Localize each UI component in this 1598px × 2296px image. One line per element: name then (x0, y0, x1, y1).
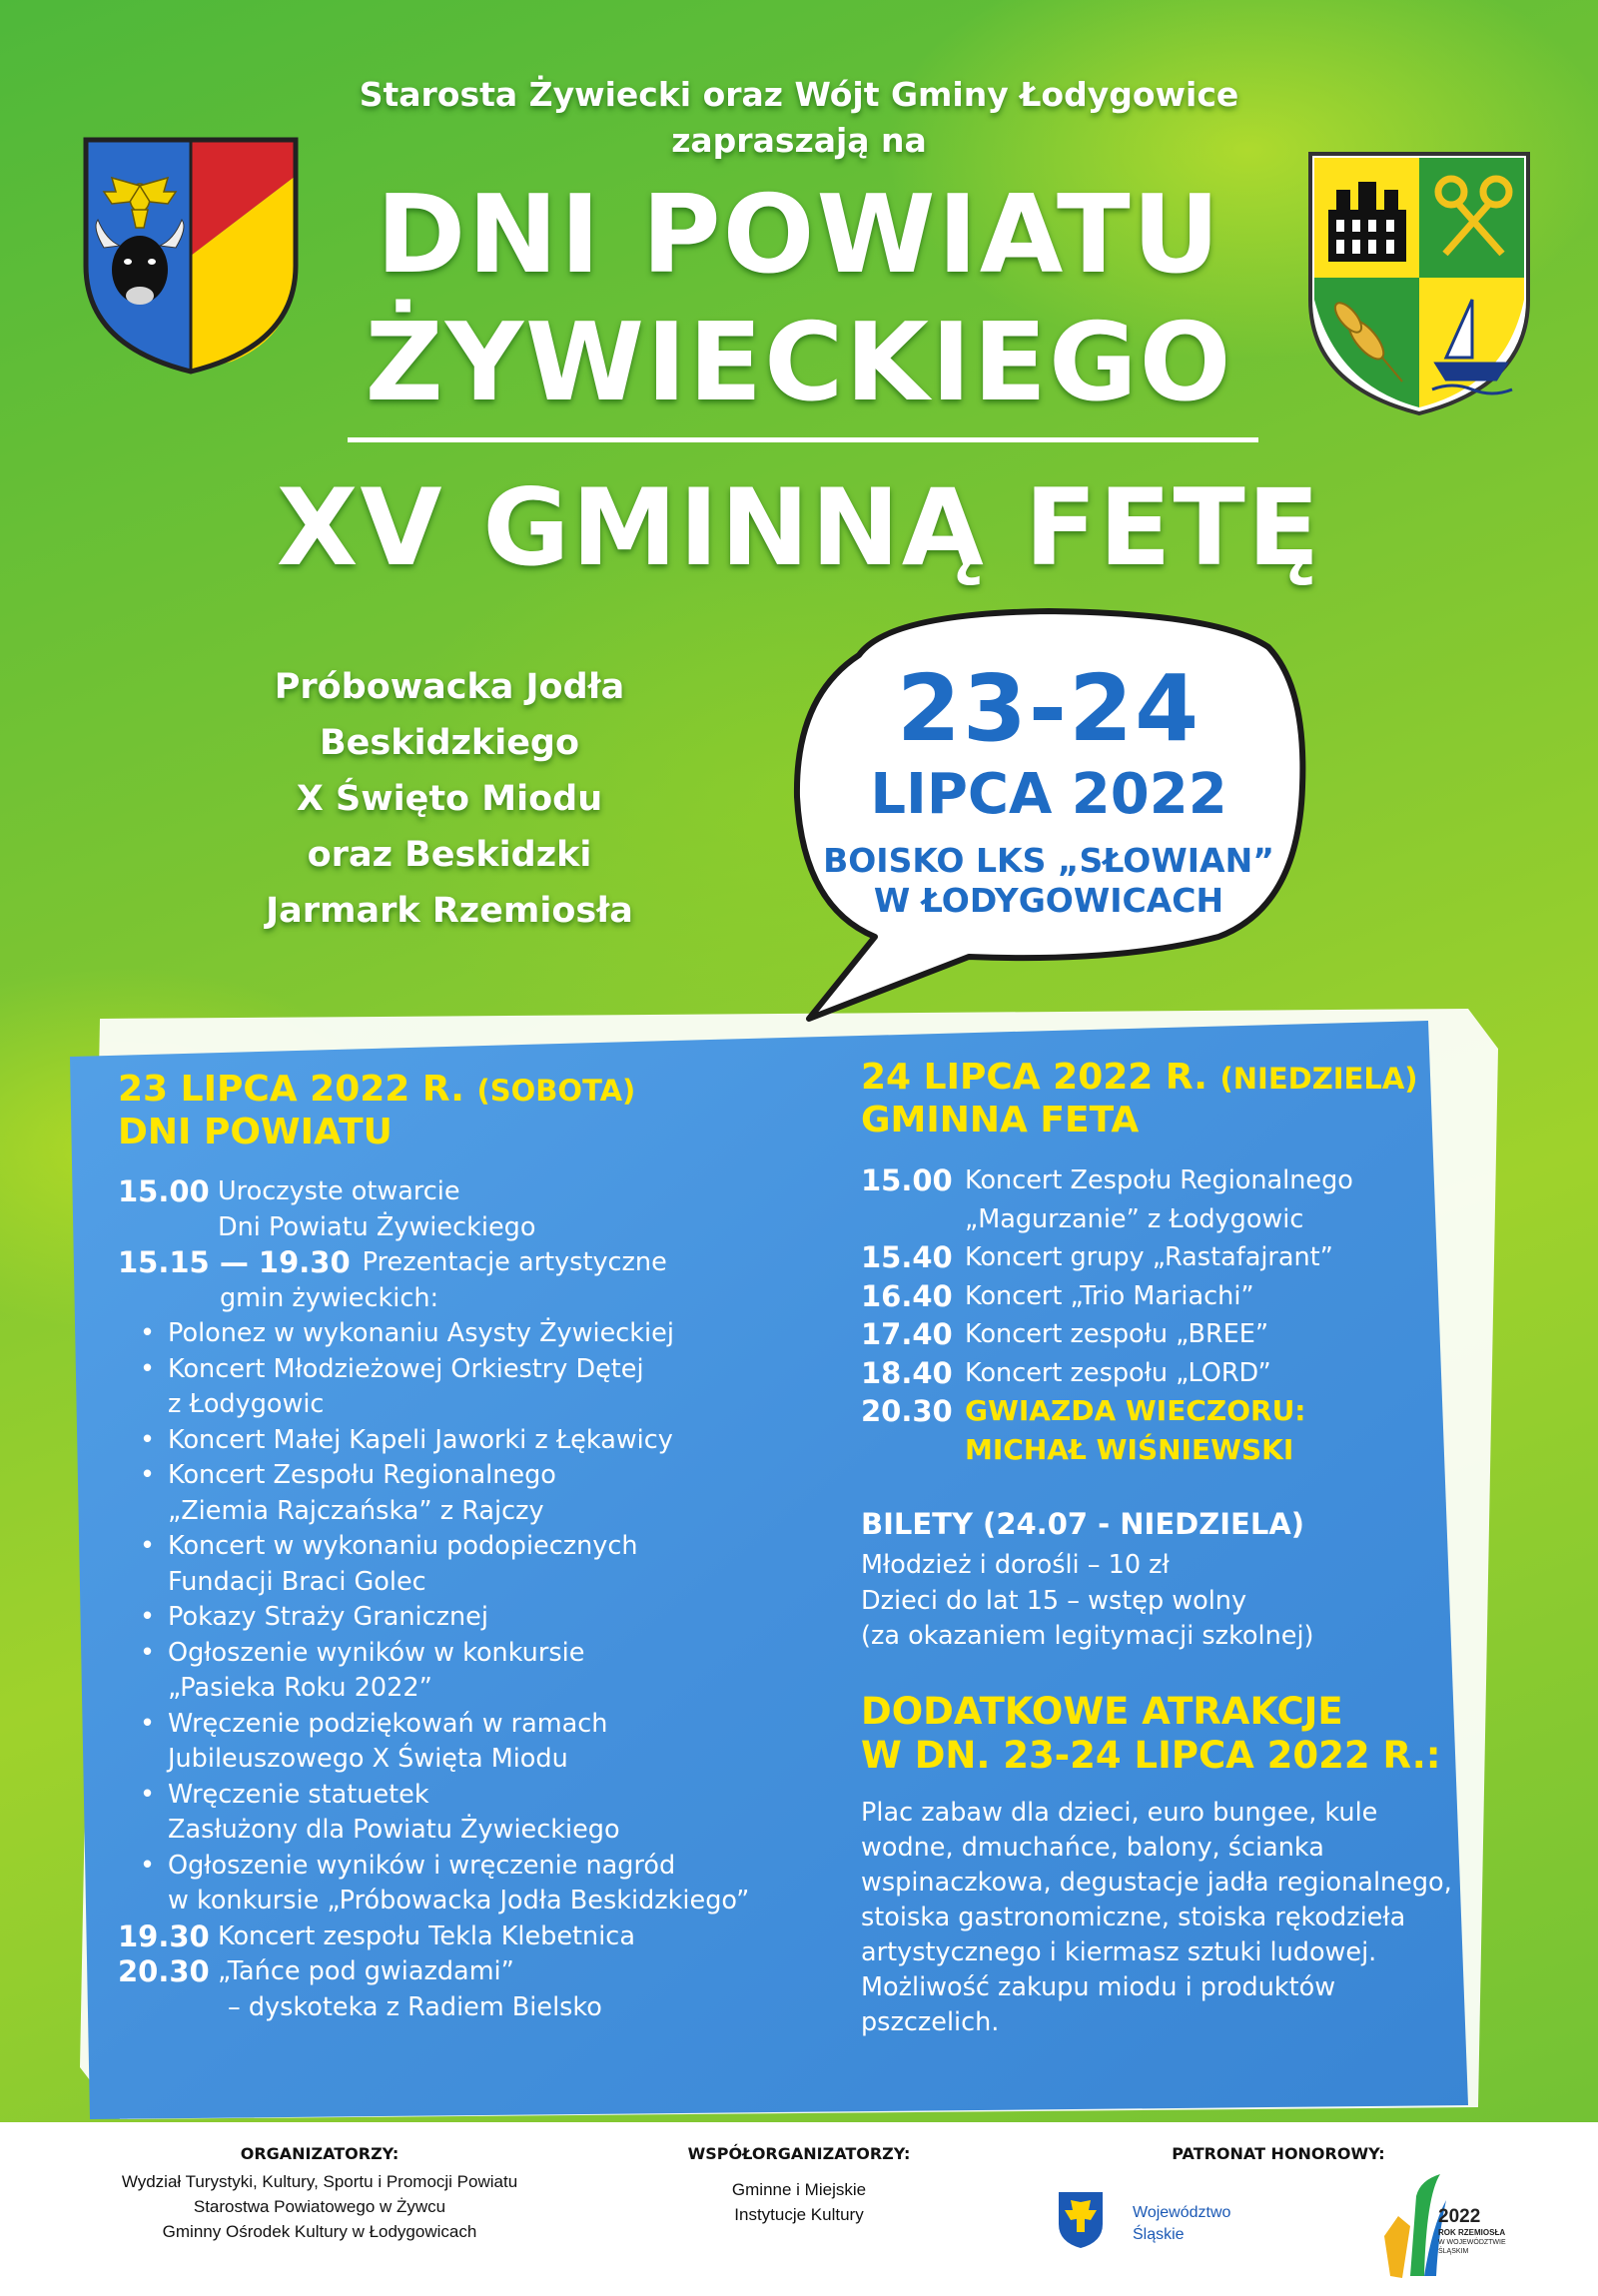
bullet-item: • Pokazy Straży Granicznej (118, 1600, 837, 1636)
program-time: 20.30 (118, 1954, 210, 1988)
bullet-text: Ogłoszenie wyników i wręczenie nagród (168, 1850, 676, 1881)
program-text: Koncert Zespołu Regionalnego (965, 1165, 1353, 1195)
bullet-text: w konkursie „Próbowacka Jodła Beskidzkiego” (168, 1886, 750, 1915)
program-item (861, 1354, 1460, 1393)
bullet-text: Fundacji Braci Golec (168, 1566, 426, 1597)
ticket-line: Młodzież i dorośli – 10 zł (861, 1550, 1170, 1580)
day1-heading (118, 1069, 817, 1153)
organizer-line: Starostwa Powiatowego w Żywcu (193, 2197, 446, 2216)
program-item (118, 1245, 837, 1316)
extra-line: wspinaczkowa, degustacje jadła regionalnego, (861, 1868, 1452, 1898)
bullet-item: • Ogłoszenie wyników i wręczenie nagród w konkursie „Próbowacka Jodła Beskidzkiego” (118, 1849, 837, 1919)
organizers-heading: ORGANIZATORZY: (240, 2144, 400, 2163)
extra-description (861, 1796, 1500, 2040)
program-text: Koncert zespołu „BREE” (965, 1319, 1269, 1349)
program-time: 15.40 (861, 1240, 953, 1274)
program-time: 19.30 (118, 1918, 210, 1953)
side-event-line: Beskidzkiego (319, 723, 580, 763)
bullet-text: „Pasieka Roku 2022” (168, 1673, 432, 1703)
extra-title-line-2: W DN. 23-24 LIPCA 2022 R.: (861, 1734, 1441, 1777)
title-divider (348, 437, 1258, 442)
day2-heading (861, 1057, 1480, 1142)
bullet-text: Jubileuszowego X Święta Miodu (168, 1744, 568, 1774)
bullet-item: • Wręczenie statuetek Zasłużony dla Powiatu Żywieckiego (118, 1778, 837, 1849)
bullet-item: • Ogłoszenie wyników w konkursie „Pasieka Roku 2022” (118, 1636, 837, 1707)
day2-date: 24 LIPCA 2022 R. (861, 1057, 1207, 1098)
rok-line-3: ŚLĄSKIM (1438, 2248, 1469, 2255)
slaskie-logo-text (1133, 2202, 1230, 2246)
program-text: Dni Powiatu Żywieckiego (218, 1211, 536, 1242)
tickets-section (861, 1506, 1460, 1655)
footer (0, 2122, 1598, 2296)
coorganizer-line: Gminne i Miejskie (731, 2180, 867, 2199)
day1-date: 23 LIPCA 2022 R. (118, 1069, 464, 1110)
program-time: 15.00 (861, 1163, 953, 1197)
program-time: 20.30 (861, 1394, 953, 1428)
event-month: LIPCA 2022 (870, 762, 1227, 827)
title-line-1: DNI POWIATU (376, 173, 1222, 298)
subtitle-feta: XV GMINNĄ FETĘ (276, 466, 1322, 589)
main-title (0, 172, 1598, 427)
bullet-text: Koncert w wykonaniu podopiecznych (168, 1531, 638, 1561)
day1-name: DNI POWIATU (118, 1112, 393, 1152)
bullet-item: • Koncert Małej Kapeli Jaworki z Łękawicy (118, 1423, 837, 1459)
program-time: 17.40 (861, 1317, 953, 1351)
bullet-item: • Wręczenie podziękowań w ramach Jubileuszowego X Święta Miodu (118, 1707, 837, 1778)
side-event-line: Próbowacka Jodła (274, 667, 625, 707)
extra-line: Plac zabaw dla dzieci, euro bungee, kule (861, 1798, 1378, 1828)
program-time: 15.15 — 19.30 (118, 1245, 351, 1279)
program-text: „Tańce pod gwiazdami” (218, 1956, 514, 1986)
extra-line: wodne, dmuchańce, balony, ścianka (861, 1833, 1324, 1863)
program-text: Koncert „Trio Mariachi” (965, 1280, 1254, 1311)
intro-line-1: Starosta Żywiecki oraz Wójt Gminy Łodygowice (359, 75, 1239, 114)
bullet-text: Koncert Zespołu Regionalnego (168, 1460, 556, 1490)
program-item (118, 1954, 837, 2025)
extra-line: pszczelich. (861, 2007, 1000, 2037)
patronage-heading: PATRONAT HONOROWY: (1172, 2144, 1385, 2163)
program-text: Koncert zespołu Tekla Klebetnica (218, 1920, 635, 1951)
program-text: Koncert zespołu „LORD” (965, 1357, 1271, 1388)
star-heading: GWIAZDA WIECZORU: (965, 1394, 1306, 1427)
coorganizers-heading: WSPÓŁORGANIZATORZY: (687, 2144, 911, 2163)
program-time: 16.40 (861, 1278, 953, 1313)
extra-attractions (861, 1690, 1500, 2040)
bullet-item: • Koncert Zespołu Regionalnego „Ziemia Rajczańska” z Rajczy (118, 1458, 837, 1529)
program-text: Koncert grupy „Rastafajrant” (965, 1242, 1333, 1272)
organizer-line: Wydział Turystyki, Kultury, Sportu i Promocji Powiatu (121, 2172, 518, 2191)
bullet-item: • Koncert w wykonaniu podopiecznych Fundacji Braci Golec (118, 1529, 837, 1600)
bullet-text: Wręczenie statuetek (168, 1779, 429, 1810)
extra-line: stoiska gastronomiczne, stoiska rękodzieła (861, 1903, 1406, 1932)
title-line-2: ŻYWIECKIEGO (365, 301, 1233, 425)
rok-year: 2022 (1438, 2206, 1481, 2227)
program-item (118, 1174, 837, 1245)
bullet-text: Pokazy Straży Granicznej (168, 1602, 488, 1632)
program-text: – dyskoteka z Radiem Bielsko (228, 1991, 602, 2022)
program-item (861, 1315, 1460, 1354)
rok-line-2: W WOJEWÓDZTWIE (1438, 2239, 1506, 2246)
side-event-line: oraz Beskidzki (307, 835, 592, 875)
ticket-line: (za okazaniem legitymacji szkolnej) (861, 1621, 1314, 1651)
program-text: „Magurzanie” z Łodygowic (965, 1203, 1304, 1234)
day2-program (861, 1161, 1460, 1469)
honorary-patronage (1129, 2144, 1428, 2163)
extra-line: Możliwość zakupu miodu i produktów (861, 1972, 1336, 2002)
slaskie-line-1: Województwo (1133, 2204, 1231, 2221)
star-of-evening (861, 1392, 1460, 1469)
event-dates: 23-24 (896, 655, 1201, 762)
extra-line: artystycznego i kiermasz sztuki ludowej. (861, 1937, 1377, 1967)
day2-name: GMINNA FETA (861, 1100, 1140, 1141)
program-item (861, 1277, 1460, 1316)
rok-rzemiosla-text (1438, 2206, 1506, 2256)
bullet-text: Koncert Małej Kapeli Jaworki z Łękawicy (168, 1424, 673, 1455)
tickets-heading: BILETY (24.07 - NIEDZIELA) (861, 1507, 1305, 1541)
bullet-text: Koncert Młodzieżowej Orkiestry Dętej (168, 1353, 644, 1384)
event-venue (789, 841, 1308, 921)
program-text: Prezentacje artystyczne (362, 1247, 667, 1277)
bullet-text: z Łodygowic (168, 1389, 325, 1419)
bullet-item: • Koncert Młodzieżowej Orkiestry Dętej z Łodygowic (118, 1352, 837, 1423)
program-item (861, 1238, 1460, 1277)
program-text: gmin żywieckich: (220, 1282, 439, 1313)
slaskie-line-2: Śląskie (1133, 2226, 1185, 2243)
side-event-line: Jarmark Rzemiosła (266, 891, 633, 931)
venue-line-1: BOISKO LKS „SŁOWIAN” (823, 841, 1274, 880)
extra-title-line-1: DODATKOWE ATRAKCJE (861, 1690, 1343, 1733)
coorganizers (659, 2144, 939, 2227)
star-name: MICHAŁ WIŚNIEWSKI (965, 1432, 1294, 1466)
program-text: Uroczyste otwarcie (218, 1176, 460, 1206)
program-time: 18.40 (861, 1355, 953, 1390)
side-events (230, 659, 669, 939)
bullet-text: Ogłoszenie wyników w konkursie (168, 1637, 585, 1668)
intro-line-2: zapraszają na (671, 121, 927, 160)
bullet-text: „Ziemia Rajczańska” z Rajczy (168, 1495, 544, 1526)
day1-weekday: (SOBOTA) (476, 1074, 636, 1108)
bullet-text: Polonez w wykonaniu Asysty Żywieckiej (168, 1318, 674, 1348)
venue-line-2: W ŁODYGOWICACH (873, 881, 1224, 920)
extra-title (861, 1690, 1500, 1778)
rok-line-1: ROK RZEMIOSŁA (1438, 2228, 1506, 2237)
organizer-line: Gminny Ośrodek Kultury w Łodygowicach (162, 2222, 477, 2241)
slaskie-eagle-icon (1057, 2190, 1105, 2250)
side-event-line: X Święto Miodu (296, 779, 603, 819)
bullet-text: Zasłużony dla Powiatu Żywieckiego (168, 1815, 620, 1845)
bullet-item: • Polonez w wykonaniu Asysty Żywieckiej (118, 1316, 837, 1352)
program-item (861, 1161, 1460, 1238)
day2-weekday: (NIEDZIELA) (1219, 1062, 1418, 1096)
intro-text (0, 72, 1598, 164)
program-item (118, 1919, 837, 1955)
bullet-text: Wręczenie podziękowań w ramach (168, 1708, 608, 1739)
ticket-line: Dzieci do lat 15 – wstęp wolny (861, 1585, 1247, 1616)
organizers (70, 2144, 569, 2244)
program-time: 15.00 (118, 1174, 210, 1208)
day1-program (118, 1174, 837, 2025)
coorganizer-line: Instytucje Kultury (734, 2205, 864, 2224)
date-block (789, 655, 1308, 921)
